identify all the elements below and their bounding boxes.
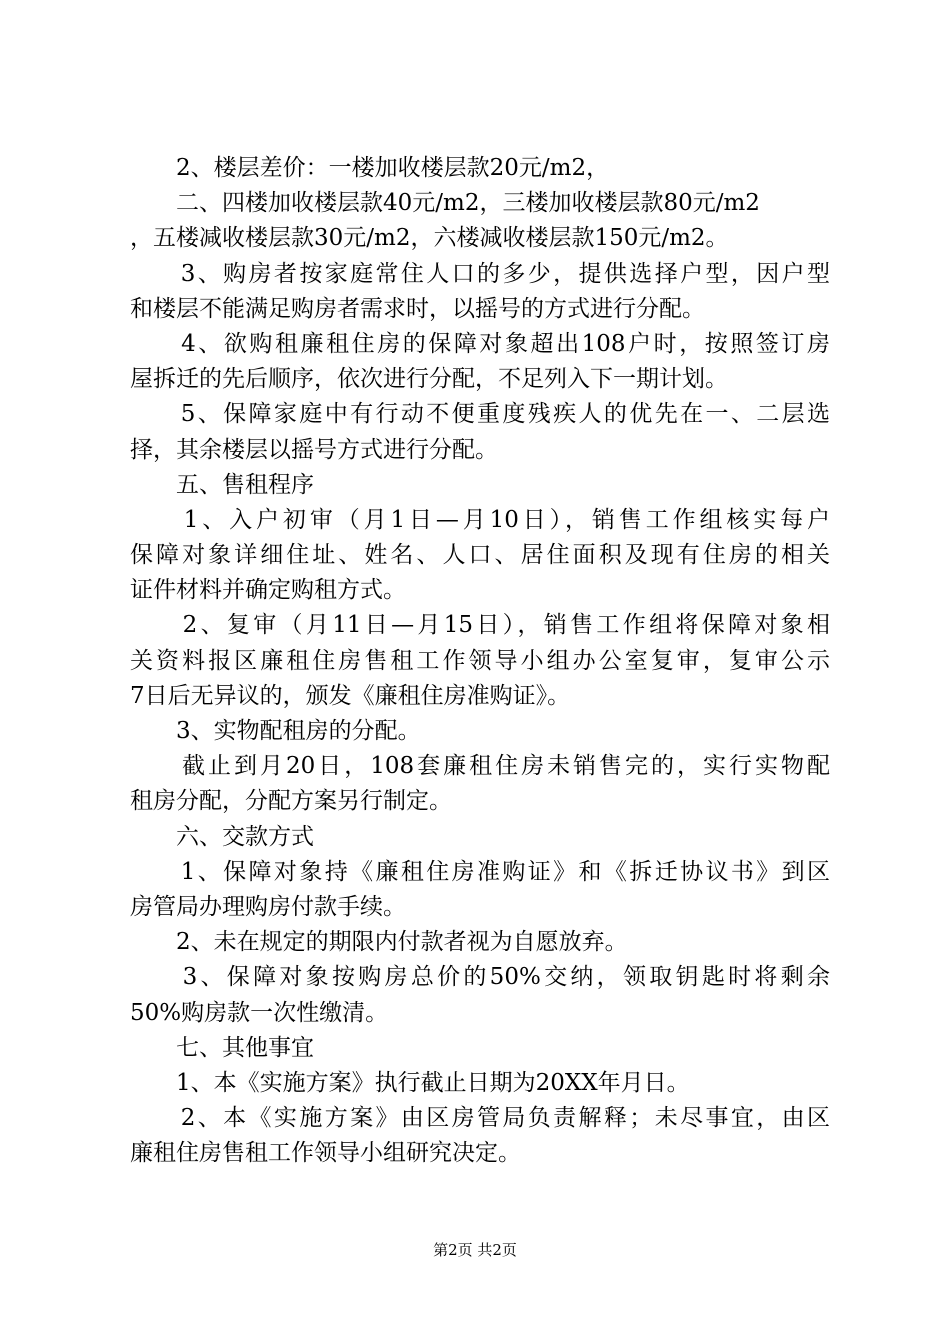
text-line: 1、本《实施方案》执行截止日期为20XX年月日。 xyxy=(130,1069,690,1096)
text-line: 屋拆迁的先后顺序，依次进行分配，不足列入下一期计划。 xyxy=(130,366,728,393)
text-line: 择，其余楼层以摇号方式进行分配。 xyxy=(130,436,498,463)
section-heading: 六、交款方式 xyxy=(130,823,314,850)
text-line: 房管局办理购房付款手续。 xyxy=(130,893,406,920)
text-line: 2、未在规定的期限内付款者视为自愿放弃。 xyxy=(130,929,628,956)
page-number: 第2页 共2页 xyxy=(433,1241,517,1259)
text-line: 租房分配，分配方案另行制定。 xyxy=(130,788,452,815)
text-line: 3、购房者按家庭常住人口的多少，提供选择户型，因户型 xyxy=(130,260,830,287)
text-line: 2、楼层差价：一楼加收楼层款20元/m2， xyxy=(130,155,610,181)
text-line: 证件材料并确定购租方式。 xyxy=(130,577,406,604)
text-line: 1、保障对象持《廉租住房准购证》和《拆迁协议书》到区 xyxy=(130,858,830,885)
text-line: 和楼层不能满足购房者需求时，以摇号的方式进行分配。 xyxy=(130,295,705,322)
text-line: 廉租住房售租工作领导小组研究决定。 xyxy=(130,1140,521,1167)
text-line: 5、保障家庭中有行动不便重度残疾人的优先在一、二层选 xyxy=(130,401,830,428)
text-line: 保障对象详细住址、姓名、人口、居住面积及现有住房的相关 xyxy=(130,542,830,569)
section-heading: 五、售租程序 xyxy=(130,471,314,498)
text-line: 1、入户初审（月1日—月10日），销售工作组核实每户 xyxy=(130,506,830,533)
text-line: 2、复审（月11日—月15日），销售工作组将保障对象相 xyxy=(130,612,830,639)
text-line: ，五楼减收楼层款30元/m2，六楼减收楼层款150元/m2。 xyxy=(130,225,729,252)
text-line: 2、本《实施方案》由区房管局负责解释；未尽事宜，由区 xyxy=(130,1105,830,1132)
section-heading: 七、其他事宜 xyxy=(130,1034,314,1061)
document-body xyxy=(130,151,830,1171)
text-line: 截止到月20日，108套廉租住房未销售完的，实行实物配 xyxy=(130,753,830,780)
text-line: 关资料报区廉租住房售租工作领导小组办公室复审，复审公示 xyxy=(130,647,830,674)
page-footer xyxy=(0,1240,950,1260)
text-line: 3、实物配租房的分配。 xyxy=(130,718,421,744)
text-line: 4、欲购租廉租住房的保障对象超出108户时，按照签订房 xyxy=(130,330,830,357)
text-line: 50%购房款一次性缴清。 xyxy=(130,999,389,1026)
text-line: 7日后无异议的，颁发《廉租住房准购证》。 xyxy=(130,682,571,709)
text-line: 3、保障对象按购房总价的50%交纳，领取钥匙时将剩余 xyxy=(130,964,830,991)
text-line: 二、四楼加收楼层款40元/m2，三楼加收楼层款80元/m2 xyxy=(130,190,760,217)
